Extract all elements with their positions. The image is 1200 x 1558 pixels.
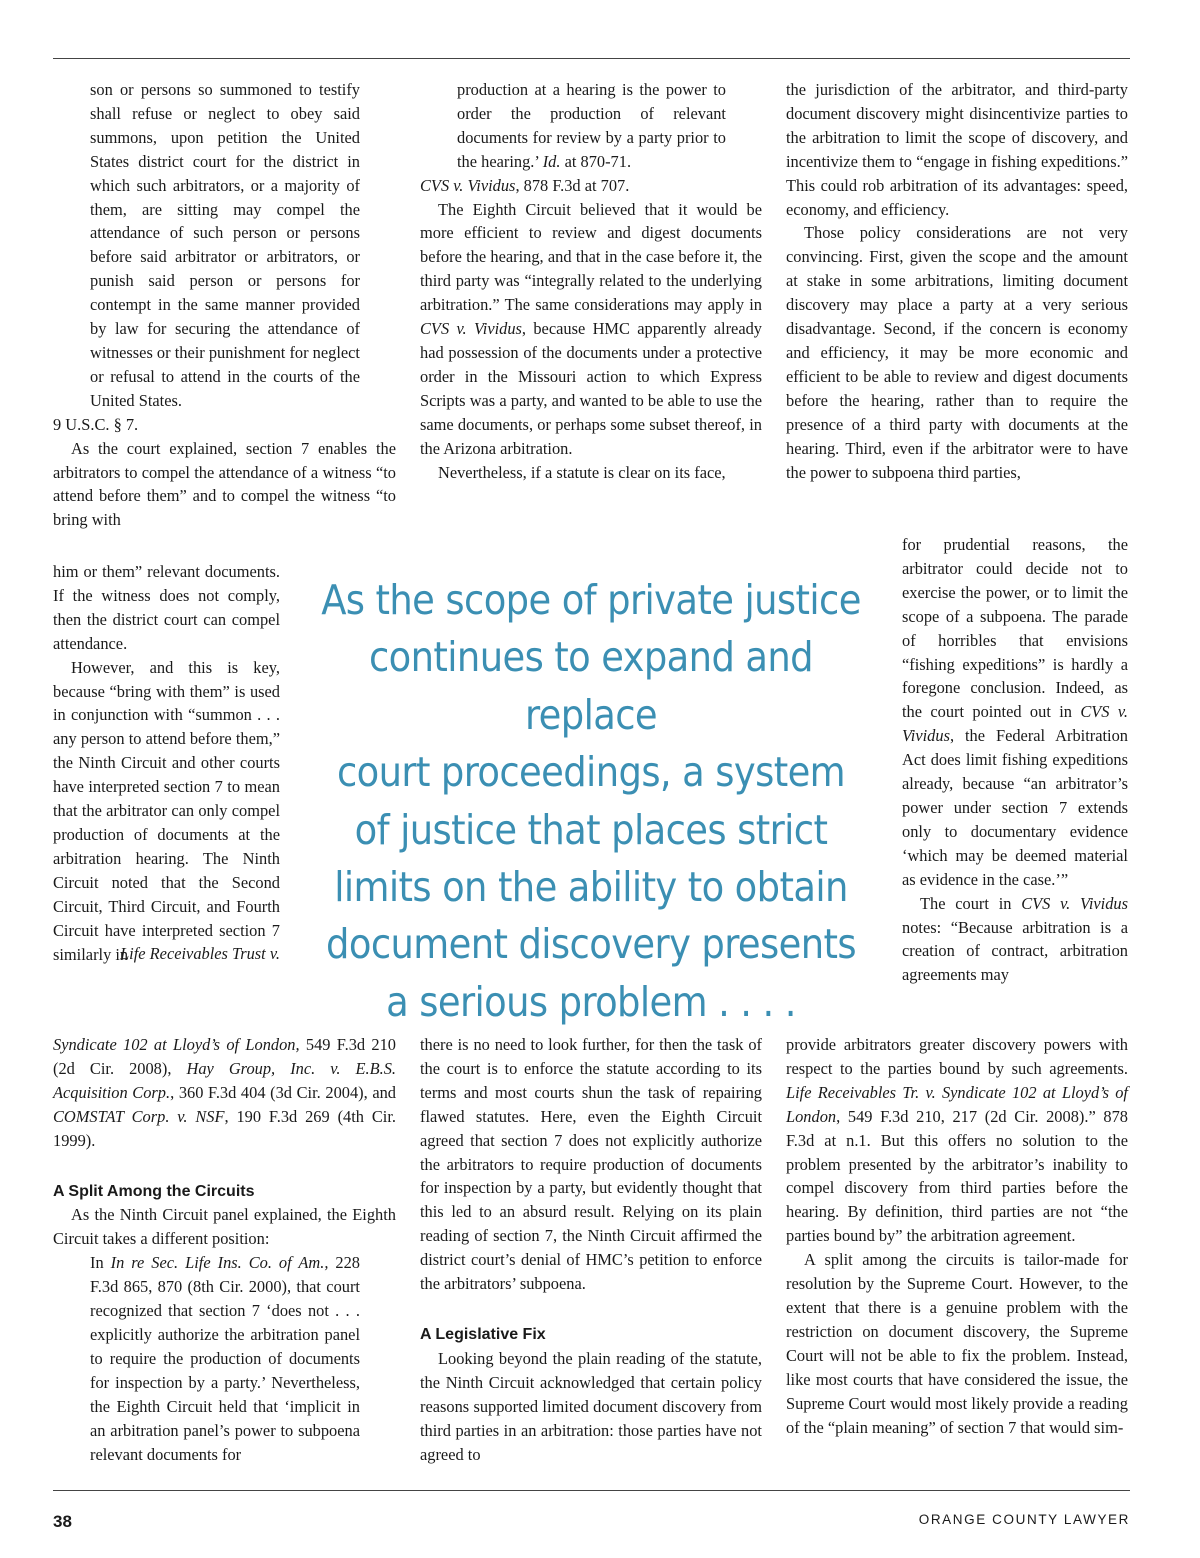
paragraph: him or them” relevant documents. If the witness does not comply, then the district court can compel attendance. xyxy=(53,562,280,653)
left-column-narrow xyxy=(53,560,280,966)
paragraph: for prudential reasons, the arbitrator could decide not to exercise the power, or to limit the scope of a subpoena. The parade of horribles that envisions “fishing expeditions” is hardly a foregone conclusion. Indeed, as the court pointed out in CVS v. Vividus, the Federal Arbitration Act does limit fishing expeditions already, because “an arbitrator’s power under section 7 extends only to documentary evidence ‘which may be deemed material as evidence in the case.’” xyxy=(902,535,1128,889)
section-heading: A Legislative Fix xyxy=(420,1325,546,1343)
top-rule xyxy=(53,58,1130,59)
paragraph: A split among the circuits is tailor-made for resolution by the Supreme Court. However, to the extent that there is a genuine problem with the restriction on document discovery, the Supreme Court will not be able to fix the problem. Instead, like most courts that have considered the issue, the Supreme Court would most likely provide a reading of the “plain meaning” of section 7 that would sim- xyxy=(786,1250,1128,1437)
statute-cite: 9 U.S.C. § 7. xyxy=(53,414,139,434)
bottom-rule xyxy=(53,1490,1130,1491)
pull-quote-line: court proceedings, a system xyxy=(336,748,846,797)
left-column-top xyxy=(53,78,396,532)
paragraph: Looking beyond the plain reading of the statute, the Ninth Circuit acknowledged that certain policy reasons supported limited document discovery from third parties in an arbitration: those parties have not agreed to xyxy=(420,1348,762,1464)
middle-column-top xyxy=(420,78,762,484)
paragraph: The Eighth Circuit believed that it would be more efficient to review and digest documents before the hearing, and that in the case before it, the third party was “integrally related to the underlying arbitration.” The same considerations may apply in CVS v. Vividus, because HMC apparently already had possession of the documents under a protective order in the Missouri action to which Express Scripts was a party, and wanted to be able to use the same documents, or perhaps some subset thereof, in the Arizona arbitration. xyxy=(420,199,762,458)
block-quote: production at a hearing is the power to order the production of relevant documents for review by a party prior to the hearing.’ Id. at 870-71. xyxy=(457,80,726,171)
right-column-narrow xyxy=(902,533,1128,987)
pull-quote-line: a serious problem . . . . xyxy=(386,977,796,1026)
pull-quote-line: of justice that places strict xyxy=(354,805,828,854)
right-column-bottom xyxy=(786,1033,1128,1439)
paragraph: The court in CVS v. Vividus notes: “Because arbitration is a creation of contract, arbitration agreements may xyxy=(902,893,1128,985)
paragraph: As the court explained, section 7 enables the arbitrators to compel the attendance of a witness “to attend before them” and to compel the witness “to bring with xyxy=(53,438,396,530)
page-number: 38 xyxy=(53,1512,72,1531)
pull-quote xyxy=(318,572,864,1031)
paragraph: As the Ninth Circuit panel explained, the Eighth Circuit takes a different position: xyxy=(53,1205,396,1249)
paragraph: the jurisdiction of the arbitrator, and third-party document discovery might disincentivize parties to the arbitration to limit the scope of discovery, and incentivize them to “engage in fishing expeditions.” This could rob arbitration of its advantages: speed, economy, and efficiency. xyxy=(786,80,1128,219)
pull-quote-line: continues to expand and replace xyxy=(368,633,813,739)
pull-quote-line: document discovery presents xyxy=(326,920,856,969)
paragraph: there is no need to look further, for then the task of the court is to enforce the statute according to its terms and most courts shun the task of repairing flawed statutes. Here, even the Eighth Circuit agreed that section 7 does not explicitly authorize the arbitrators to require production of documents for inspection by a party, but evidently thought that this led to an absurd result. Relying on its plain reading of section 7, the Ninth Circuit affirmed the district court’s denial of HMC’s petition to enforce the arbitrators’ subpoena. xyxy=(420,1035,762,1294)
block-quote: In In re Sec. Life Ins. Co. of Am., 228 F.3d 865, 870 (8th Cir. 2000), that court recognized that section 7 ‘does not . . . explicitly authorize the arbitration panel to require the production of documents for inspection by a party.’ Nevertheless, the Eighth Circuit held that ‘implicit in an arbitration panel’s power to subpoena relevant documents for xyxy=(90,1253,360,1464)
paragraph: However, and this is key, because “bring with them” is used in conjunction with “summon . . . any person to attend before them,” the Ninth Circuit and other courts have interpreted section 7 to mean that the arbitrator can only compel production of documents at the arbitration hearing. The Ninth Circuit noted that the Second Circuit, Third Circuit, and Fourth Circuit have interpreted section 7 similarly in xyxy=(53,657,280,964)
paragraph: Nevertheless, if a statute is clear on its face, xyxy=(438,462,726,482)
statute-quote: son or persons so summoned to testify shall refuse or neglect to obey said summons, upon petition the United States district court for the district in which such arbitrators, or a majority of them, are sitting may compel the attendance of such person or persons before said arbitrator or arbitrators, or punish said person or persons for contempt in the same manner provided by law for securing the attendance of witnesses or their punishment for neglect or refusal to attend in the courts of the United States. xyxy=(90,80,360,410)
magazine-name: ORANGE COUNTY LAWYER xyxy=(918,1512,1130,1527)
middle-column-bottom xyxy=(420,1033,762,1466)
section-heading: A Split Among the Circuits xyxy=(53,1182,255,1200)
left-column-bottom xyxy=(53,1033,396,1466)
citation: CVS v. Vividus, 878 F.3d at 707. xyxy=(420,175,630,195)
pull-quote-line: As the scope of private justice xyxy=(321,576,861,624)
case-name: Life Receivables Trust v. xyxy=(120,944,280,964)
paragraph: provide arbitrators greater discovery powers with respect to the parties bound by such agreements. Life Receivables Tr. v. Syndicate 102 at Lloyd’s of London, 549 F.3d 210, 217 (2d Cir. 2008).” 878 F.3d at n.1. But this offers no solution to the problem presented by the arbitrator’s inability to compel discovery from third parties before the hearing. By definition, third parties are not “the parties bound by” the arbitration agreement. xyxy=(786,1035,1128,1246)
right-column-top xyxy=(786,78,1128,484)
paragraph: Syndicate 102 at Lloyd’s of London, 549 F.3d 210 (2d Cir. 2008), Hay Group, Inc. v. E.B.S. Acquisition Corp., 360 F.3d 404 (3d Cir. 2004), and COMSTAT Corp. v. NSF, 190 F.3d 269 (4th Cir. 1999). xyxy=(53,1035,397,1150)
pull-quote-line: limits on the ability to obtain xyxy=(334,863,848,912)
paragraph: Those policy considerations are not very convincing. First, given the scope and the amount at stake in some arbitrations, limiting document discovery may place a party at a very serious disadvantage. Second, if the concern is economy and efficiency, it may be more economic and efficient to be able to review and digest documents before the hearing, rather than to require the presence of a third party with documents at the hearing. Third, even if the arbitrator were to have the power to subpoena third parties, xyxy=(786,223,1128,482)
